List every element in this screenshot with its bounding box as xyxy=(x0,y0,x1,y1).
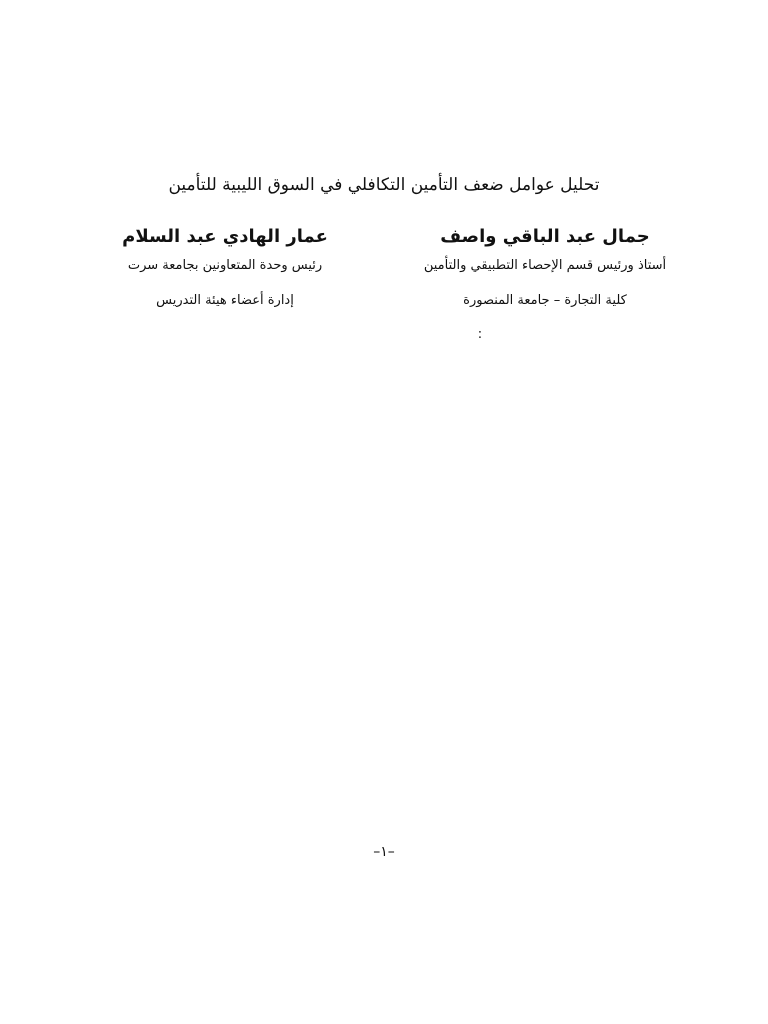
author-2-affiliation-1: رئيس وحدة المتعاونين بجامعة سرت xyxy=(127,258,323,273)
author-block-1 xyxy=(400,222,690,326)
colon-mark: : xyxy=(477,327,483,342)
document-title: تحليل عوامل ضعف التأمين التكافلي في السوق الليبية للتأمين xyxy=(168,175,600,195)
author-name-1: جمال عبد الباقي واصف xyxy=(440,226,650,247)
author-1-affiliation-1: أستاذ ورئيس قسم الإحصاء التطبيقي والتأمين xyxy=(423,258,667,273)
author-1-affiliation-2: كلية التجارة – جامعة المنصورة xyxy=(463,293,627,308)
author-name-2: عمار الهادي عبد السلام xyxy=(122,226,328,247)
author-block-2 xyxy=(100,222,350,326)
page-number: –١– xyxy=(373,844,395,860)
author-2-affiliation-2: إدارة أعضاء هيئة التدريس xyxy=(156,293,294,308)
